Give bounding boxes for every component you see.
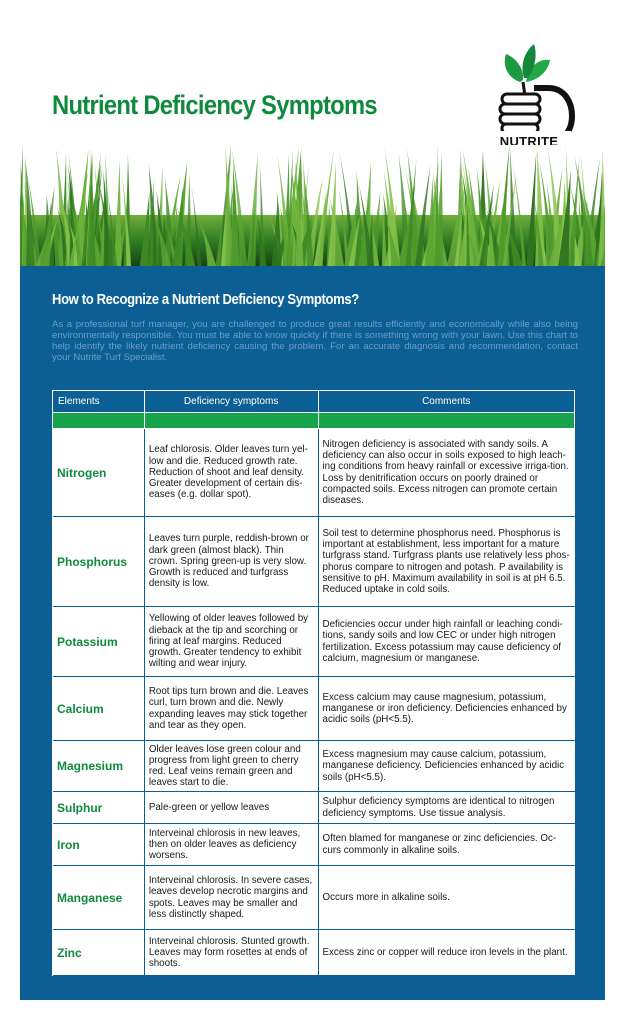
- symptoms-cell: [145, 930, 319, 975]
- table-row: [53, 866, 575, 930]
- table-header-row: [53, 391, 575, 413]
- comments-text: Deficiencies occur under high rainfall or leaching condi-tions, sandy soils and low CEC or under high nitrogen fertilization. Excess potassium may cause deficiency of calcium, magnesium or manganese.: [322, 619, 563, 664]
- element-name: Nitrogen: [57, 465, 107, 480]
- symptoms-text: Interveinal chlorosis. In severe cases, leaves develop necrotic margins and spots. Leaves may be smaller and less distinctly shaped.: [148, 875, 313, 920]
- symptoms-cell: [145, 866, 319, 929]
- logo-wordmark: NUTRITE: [487, 131, 571, 153]
- element-name: Sulphur: [57, 800, 103, 815]
- comments-cell: [319, 866, 576, 929]
- table-row: [53, 792, 575, 824]
- comments-cell: [319, 824, 576, 865]
- header-symptoms: Deficiency symptoms: [145, 391, 319, 412]
- element-cell: [53, 517, 145, 606]
- symptoms-cell: [145, 741, 319, 791]
- header-bar-cell: [53, 413, 145, 428]
- symptoms-text: Leaves turn purple, reddish-brown or dark green (almost black). Thin crown. Spring green-up is very slow. Growth is reduced and turfgrass density is low.: [148, 533, 309, 590]
- comments-text: Often blamed for manganese or zinc deficiencies. Oc-curs commonly in alkaline soils.: [322, 833, 557, 856]
- intro-heading: How to Recognize a Nutrient Deficiency Symptoms?: [52, 292, 359, 308]
- comments-cell: [319, 792, 576, 823]
- symptoms-text: Interveinal chlorosis. Stunted growth. Leaves may form rosettes at ends of shoots.: [148, 935, 310, 970]
- table-header-bar: [53, 413, 575, 429]
- symptoms-text: Older leaves lose green colour and progress from light green to cherry red. Leaf veins remain green and leaves start to die.: [148, 743, 301, 789]
- comments-cell: [319, 429, 576, 516]
- element-cell: [53, 677, 145, 740]
- symptoms-cell: [145, 429, 319, 516]
- element-cell: [53, 824, 145, 865]
- element-name: Calcium: [57, 701, 104, 716]
- symptoms-text: Leaf chlorosis. Older leaves turn yel-low and die. Reduced growth rate. Reduction of shoot and leaf density. Greater development of certain dis-eases (e.g. dollar spot).: [148, 444, 308, 501]
- comments-cell: [319, 677, 576, 740]
- symptoms-text: Root tips turn brown and die. Leaves curl, turn brown and die. Newly expanding leaves may stick together and tear as they open.: [148, 686, 309, 731]
- symptoms-text: Pale-green or yellow leaves: [148, 801, 270, 813]
- comments-cell: [319, 741, 576, 791]
- comments-text: Nitrogen deficiency is associated with sandy soils. A deficiency can also occur in soils exposed to high leach-ing conditions from heavy rainfall or excessive irriga-tion. Loss by denitrification occurs on poorly drained or compacted soils. Excess nitrogen can promote certain diseases.: [322, 438, 569, 506]
- element-name: Manganese: [57, 890, 123, 905]
- table-row: [53, 677, 575, 741]
- table-row: [53, 930, 575, 976]
- deficiency-table: [52, 390, 575, 976]
- comments-cell: [319, 607, 576, 676]
- page-title: Nutrient Deficiency Symptoms: [52, 90, 377, 120]
- comments-text: Excess magnesium may cause calcium, potassium, manganese deficiency. Deficiencies enhanced by acidic soils (pH<5.5).: [322, 749, 565, 783]
- header-bar-cell: [319, 413, 576, 428]
- header-elements: Elements: [53, 391, 145, 412]
- table-row: [53, 741, 575, 792]
- symptoms-cell: [145, 607, 319, 676]
- element-cell: [53, 607, 145, 676]
- intro-paragraph: As a professional turf manager, you are challenged to produce great results efficiently and economically while also being environmentally responsible. You must be able to know quickly if there is something wrong with your lawn. Use this chart to help identify the likely nutrient deficiency causing the problem. For an accurate diagnosis and recommendation, contact your Nutrite Turf Specialist.: [52, 319, 578, 363]
- table-row: [53, 824, 575, 866]
- header-comments: Comments: [319, 391, 576, 412]
- element-name: Potassium: [57, 634, 118, 649]
- symptoms-cell: [145, 824, 319, 865]
- element-name: Zinc: [57, 945, 82, 960]
- header-bar-cell: [145, 413, 319, 428]
- element-cell: [53, 741, 145, 791]
- element-cell: [53, 930, 145, 975]
- comments-text: Soil test to determine phosphorus need. Phosphorus is important at establishment, less important for a mature turfgrass stand. Turfgrass plants use relatively less phos-phorus compare to nitrogen and potash. P availability is sensitive to pH. Maximum availability in soil is at pH 6.5. Reduced uptake in cold soils.: [322, 527, 570, 595]
- comments-text: Occurs more in alkaline soils.: [322, 891, 450, 903]
- symptoms-cell: [145, 792, 319, 823]
- element-cell: [53, 866, 145, 929]
- table-row: [53, 517, 575, 607]
- element-name: Iron: [57, 837, 80, 852]
- comments-text: Sulphur deficiency symptoms are identical to nitrogen deficiency symptoms. Use tissue analysis.: [322, 796, 555, 819]
- element-cell: [53, 792, 145, 823]
- grass-banner-image: [20, 145, 605, 268]
- comments-cell: [319, 930, 576, 975]
- element-cell: [53, 429, 145, 516]
- table-row: [53, 607, 575, 677]
- comments-text: Excess calcium may cause magnesium, potassium, manganese or iron deficiency. Deficiencies enhanced by acidic soils (pH<5.5).: [322, 691, 567, 726]
- symptoms-cell: [145, 677, 319, 740]
- element-name: Magnesium: [57, 759, 124, 773]
- comments-cell: [319, 517, 576, 606]
- symptoms-text: Yellowing of older leaves followed by dieback at the tip and scorching or firing at leaf margins. Reduced growth. Greater tendency to exhibit wilting and wear injury.: [148, 613, 309, 670]
- symptoms-cell: [145, 517, 319, 606]
- symptoms-text: Interveinal chlorosis in new leaves, then on older leaves as deficiency worsens.: [148, 827, 301, 862]
- comments-text: Excess zinc or copper will reduce iron levels in the plant.: [322, 946, 568, 958]
- table-row: [53, 429, 575, 517]
- element-name: Phosphorus: [57, 554, 128, 569]
